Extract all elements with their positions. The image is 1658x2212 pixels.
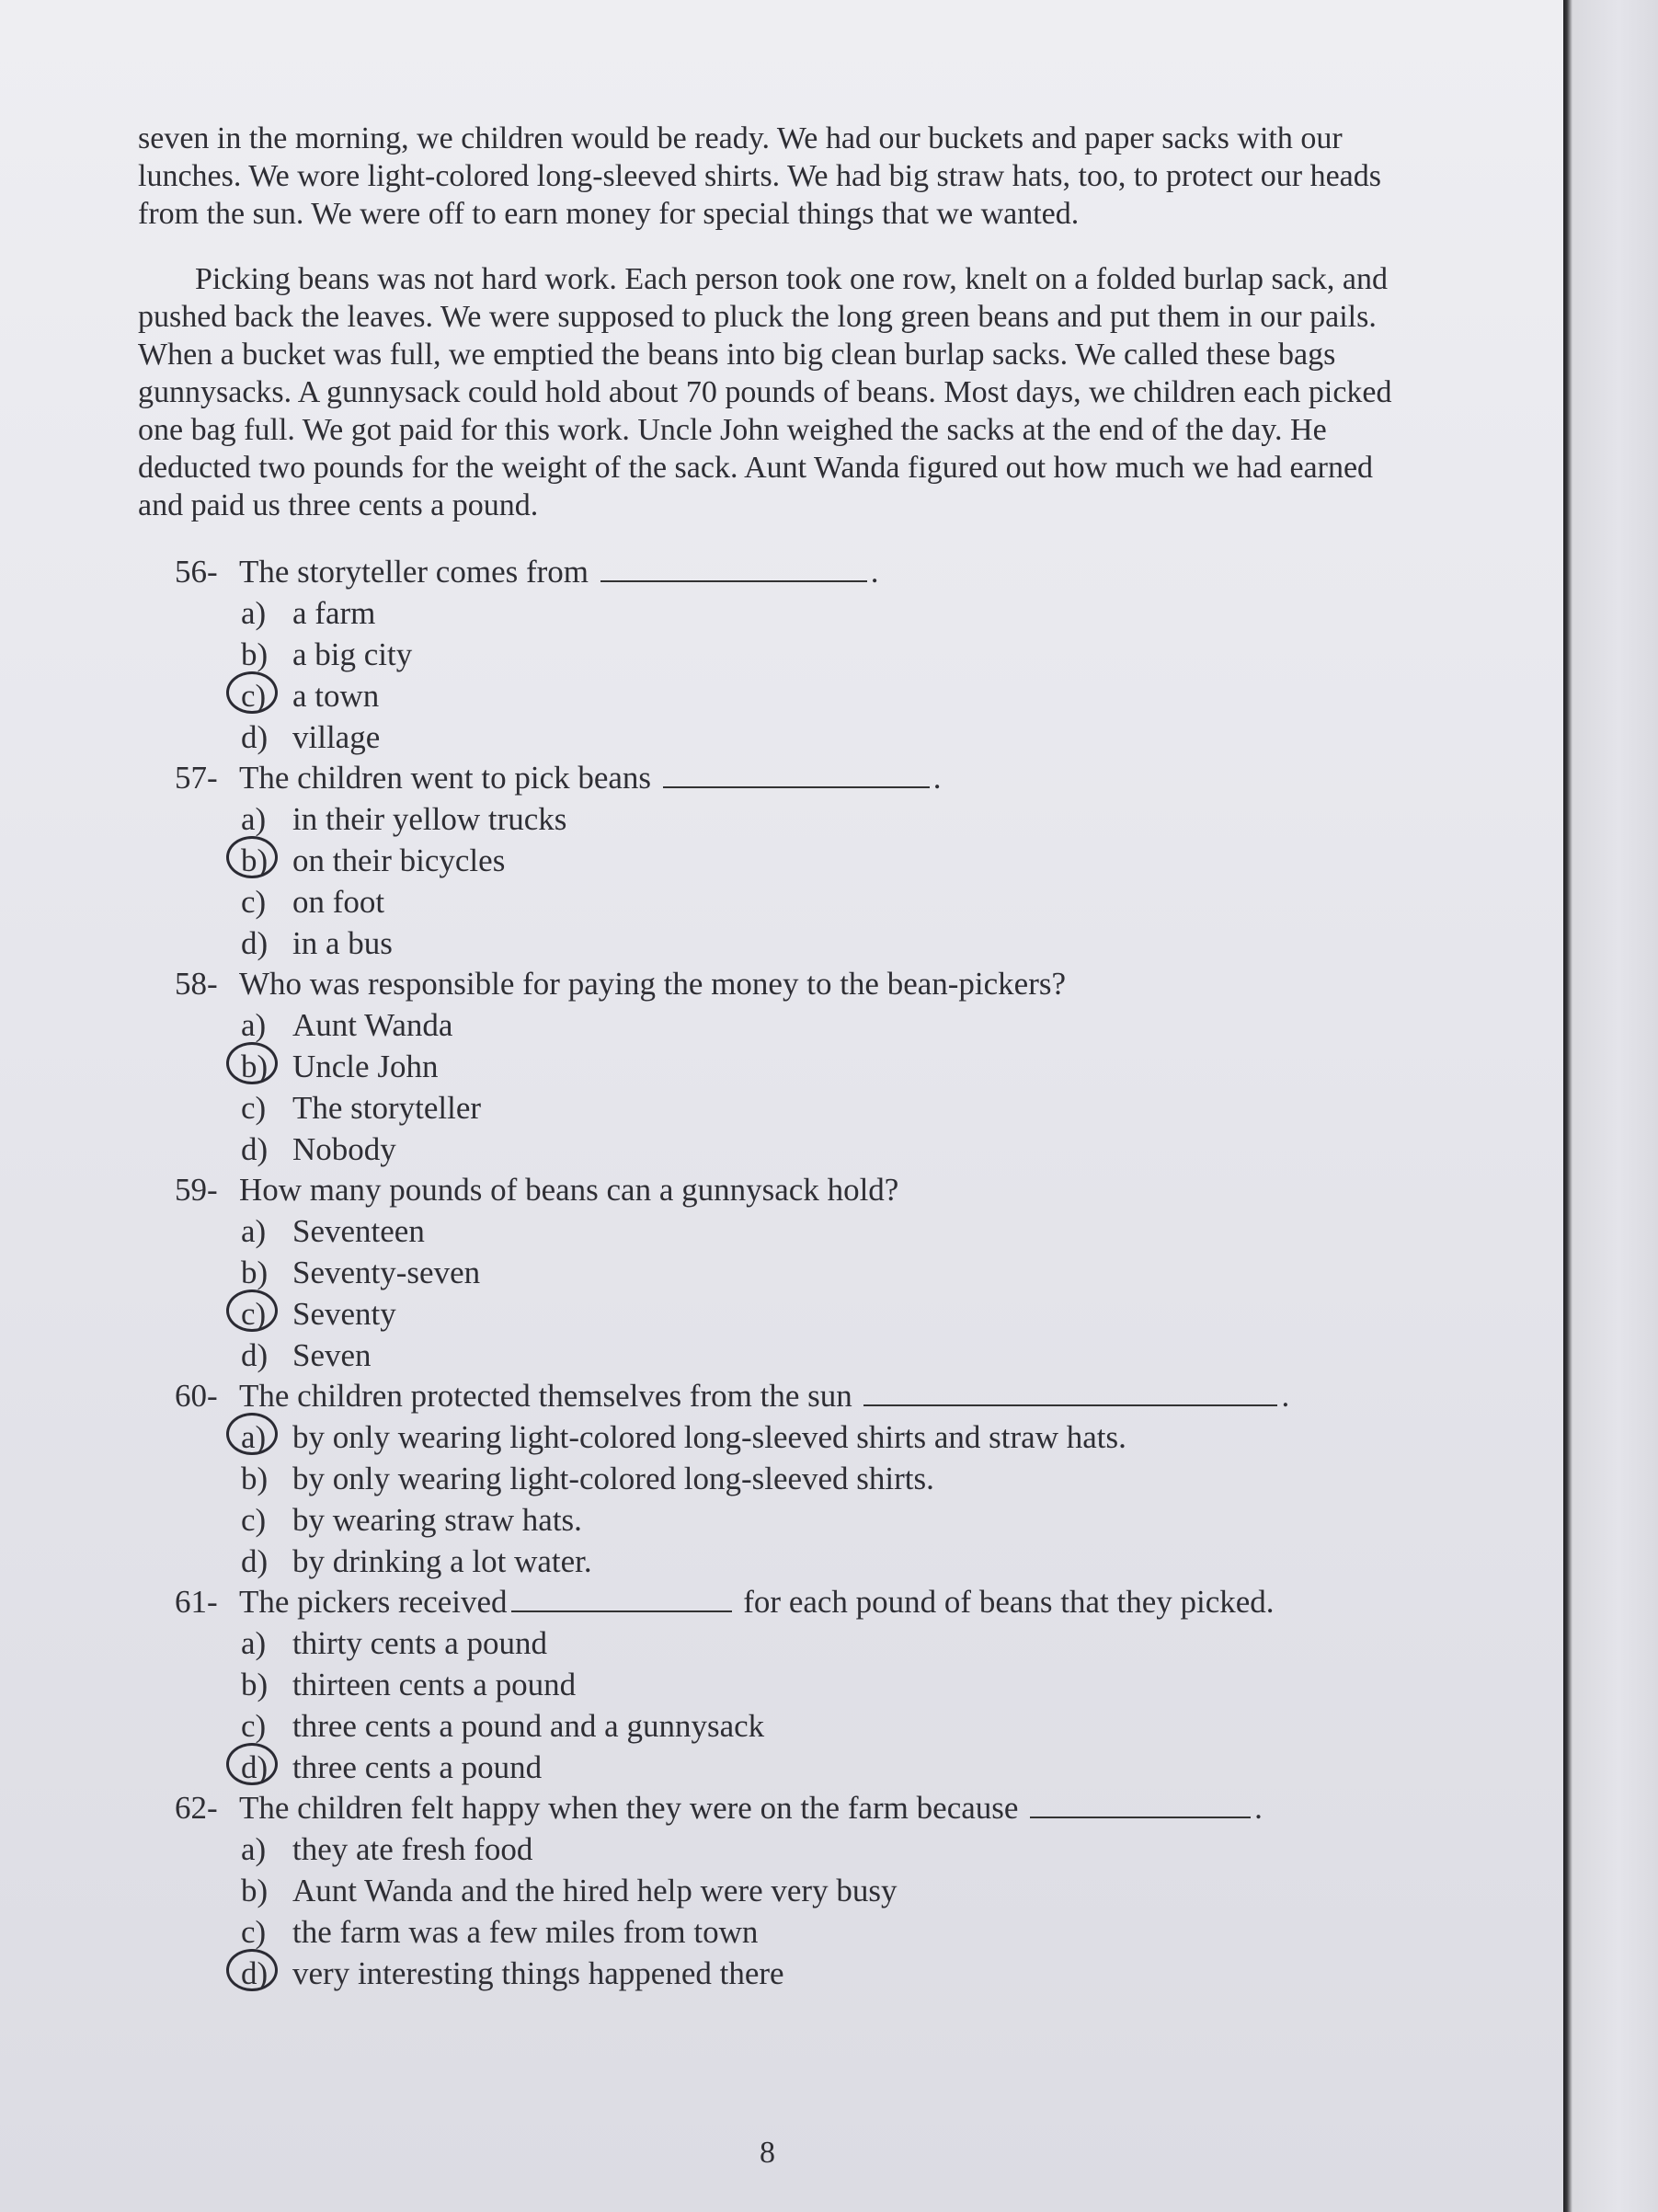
answer-blank [511, 1588, 732, 1612]
answer-blank [863, 1382, 1277, 1406]
option-a[interactable]: a) in their yellow trucks [241, 801, 567, 837]
option-list [175, 1416, 1407, 1582]
answer-blank [600, 558, 867, 582]
answer-blank [1030, 1794, 1251, 1818]
option-d[interactable]: d) in a bus [241, 925, 393, 961]
question-list [175, 552, 1407, 1994]
question-number: 59- [175, 1172, 218, 1208]
answer-circle-mark: c) [241, 675, 292, 716]
question-tail: . [1281, 1378, 1290, 1414]
option-c[interactable]: c) on foot [241, 884, 385, 920]
option-c[interactable]: c) three cents a pound and a gunnysack [241, 1708, 765, 1744]
option-d[interactable]: d) village [241, 719, 381, 755]
question-tail: . [1254, 1790, 1263, 1826]
answer-circle-mark: a) [241, 1416, 292, 1458]
question-58 [175, 964, 1407, 1170]
option-b[interactable]: b) Aunt Wanda and the hired help were very busy [241, 1873, 898, 1908]
answer-blank [663, 764, 930, 788]
option-a[interactable]: a) thirty cents a pound [241, 1625, 548, 1661]
option-b-selected[interactable]: b) Uncle John [241, 1046, 1407, 1087]
question-number: 56- [175, 554, 218, 590]
option-list [175, 798, 1407, 964]
option-list [175, 1828, 1407, 1994]
question-number: 57- [175, 760, 218, 796]
question-text: How many pounds of beans can a gunnysack hold? [239, 1172, 899, 1208]
option-a[interactable]: a) Aunt Wanda [241, 1007, 453, 1043]
question-text: The children felt happy when they were on the farm because [239, 1790, 1019, 1826]
option-c[interactable]: c) the farm was a few miles from town [241, 1914, 759, 1950]
question-59 [175, 1170, 1407, 1376]
option-a[interactable]: a) Seventeen [241, 1213, 425, 1249]
question-60 [175, 1376, 1407, 1582]
page-content [138, 120, 1407, 1994]
answer-circle-mark: b) [241, 840, 292, 881]
question-number: 58- [175, 966, 218, 1002]
question-text: The storyteller comes from [239, 554, 589, 590]
question-number: 61- [175, 1584, 218, 1620]
option-d-selected[interactable]: d) three cents a pound [241, 1747, 1407, 1788]
question-text-after-blank: for each pound of beans that they picked. [743, 1584, 1275, 1620]
option-c[interactable]: c) The storyteller [241, 1090, 482, 1126]
question-number: 60- [175, 1378, 218, 1414]
option-b-selected[interactable]: b) on their bicycles [241, 840, 1407, 881]
answer-circle-mark: d) [241, 1953, 292, 1994]
answer-circle-mark: c) [241, 1293, 292, 1335]
question-text: Who was responsible for paying the money to the bean-pickers? [239, 966, 1067, 1002]
option-list [175, 592, 1407, 758]
question-text: The children went to pick beans [239, 760, 652, 796]
page-number: 8 [760, 2136, 775, 2170]
answer-circle-mark: d) [241, 1747, 292, 1788]
question-tail: . [932, 760, 942, 796]
option-b[interactable]: b) thirteen cents a pound [241, 1667, 577, 1702]
option-d-selected[interactable]: d) very interesting things happened there [241, 1953, 1407, 1994]
question-text: The pickers received [239, 1584, 508, 1620]
passage-paragraph: seven in the morning, we children would be ready. We had our buckets and paper sacks with our lunches. We wore light-colored long-sleeved shirts. We had big straw hats, too, to protect our heads from the sun. We were off to earn money for special things that we wanted. [138, 121, 1381, 231]
option-d[interactable]: d) Seven [241, 1337, 372, 1373]
question-tail: . [870, 554, 879, 590]
option-d[interactable]: d) by drinking a lot water. [241, 1543, 592, 1579]
option-a-selected[interactable]: a) by only wearing light-colored long-sleeved shirts and straw hats. [241, 1416, 1407, 1458]
option-b[interactable]: b) a big city [241, 636, 413, 672]
option-list [175, 1210, 1407, 1376]
question-62 [175, 1788, 1407, 1994]
question-text: The children protected themselves from the sun [239, 1378, 852, 1414]
option-c-selected[interactable]: c) Seventy [241, 1293, 1407, 1335]
option-a[interactable]: a) they ate fresh food [241, 1831, 533, 1867]
option-list [175, 1622, 1407, 1788]
question-56 [175, 552, 1407, 758]
option-c[interactable]: c) by wearing straw hats. [241, 1502, 582, 1538]
option-b[interactable]: b) by only wearing light-colored long-sleeved shirts. [241, 1461, 934, 1496]
answer-circle-mark: b) [241, 1046, 292, 1087]
option-a[interactable]: a) a farm [241, 595, 376, 631]
question-61 [175, 1582, 1407, 1788]
next-page-edge [1563, 0, 1658, 2212]
option-d[interactable]: d) Nobody [241, 1131, 396, 1167]
question-number: 62- [175, 1790, 218, 1826]
option-list [175, 1004, 1407, 1170]
option-c-selected[interactable]: c) a town [241, 675, 1407, 716]
question-57 [175, 758, 1407, 964]
passage-paragraph: Picking beans was not hard work. Each person took one row, knelt on a folded burlap sack, and pushed back the leaves. We were supposed to pluck the long green beans and put them in our pails. When a bucket was full, we emptied the beans into big clean burlap sacks. We called these bags gunnysacks. A gunnysack could hold about 70 pounds of beans. Most days, we children each picked one bag full. We got paid for this work. Uncle John weighed the sacks at the end of the day. He deducted two pounds for the weight of the sack. Aunt Wanda figured out how much we had earned and paid us three cents a pound. [138, 262, 1392, 522]
option-b[interactable]: b) Seventy-seven [241, 1255, 481, 1290]
